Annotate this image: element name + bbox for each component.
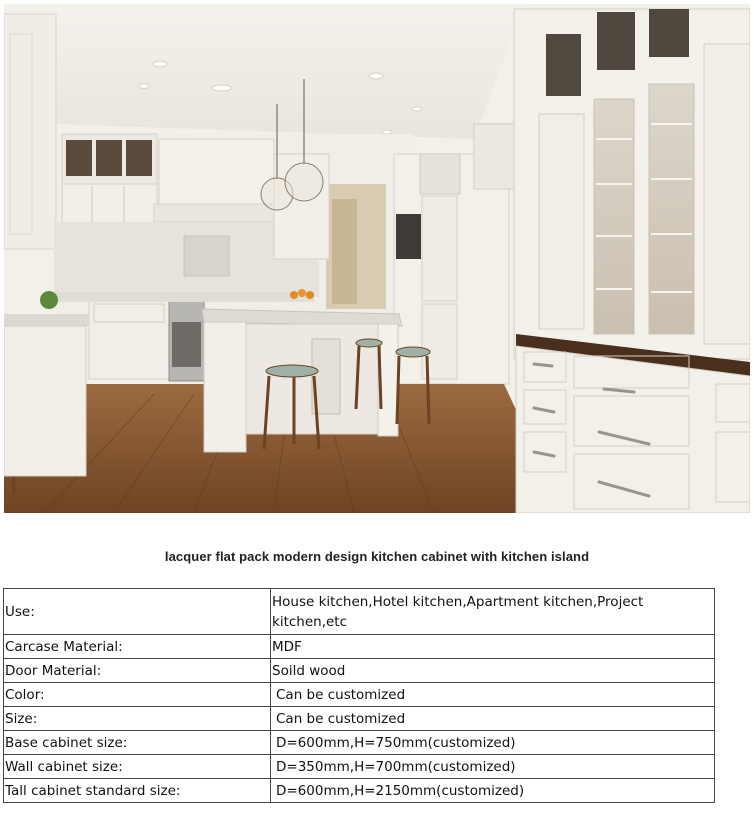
spec-label: Size:: [4, 707, 271, 731]
spec-label: Wall cabinet size:: [4, 755, 271, 779]
spec-label: Door Material:: [4, 659, 271, 683]
spec-value: D=600mm,H=2150mm(customized): [271, 779, 715, 803]
spec-value: Can be customized: [271, 683, 715, 707]
table-row: [4, 589, 715, 635]
spec-table: [3, 588, 715, 803]
kitchen-photo: [4, 4, 750, 513]
table-row: [4, 731, 715, 755]
product-title: lacquer flat pack modern design kitchen cabinet with kitchen island: [164, 549, 590, 564]
spec-label: Use:: [4, 589, 271, 635]
spec-label: Carcase Material:: [4, 635, 271, 659]
table-row: [4, 755, 715, 779]
spec-value: D=350mm,H=700mm(customized): [271, 755, 715, 779]
table-row: [4, 635, 715, 659]
table-row: [4, 659, 715, 683]
table-row: [4, 707, 715, 731]
table-row: [4, 779, 715, 803]
spec-value: MDF: [271, 635, 715, 659]
spec-value: Can be customized: [271, 707, 715, 731]
spec-label: Tall cabinet standard size:: [4, 779, 271, 803]
spec-label: Color:: [4, 683, 271, 707]
spec-value: House kitchen,Hotel kitchen,Apartment kitchen,Project kitchen,etc: [271, 589, 715, 635]
kitchen-illustration: [4, 4, 750, 513]
spec-label: Base cabinet size:: [4, 731, 271, 755]
table-row: [4, 683, 715, 707]
spec-value: Soild wood: [271, 659, 715, 683]
spec-value: D=600mm,H=750mm(customized): [271, 731, 715, 755]
